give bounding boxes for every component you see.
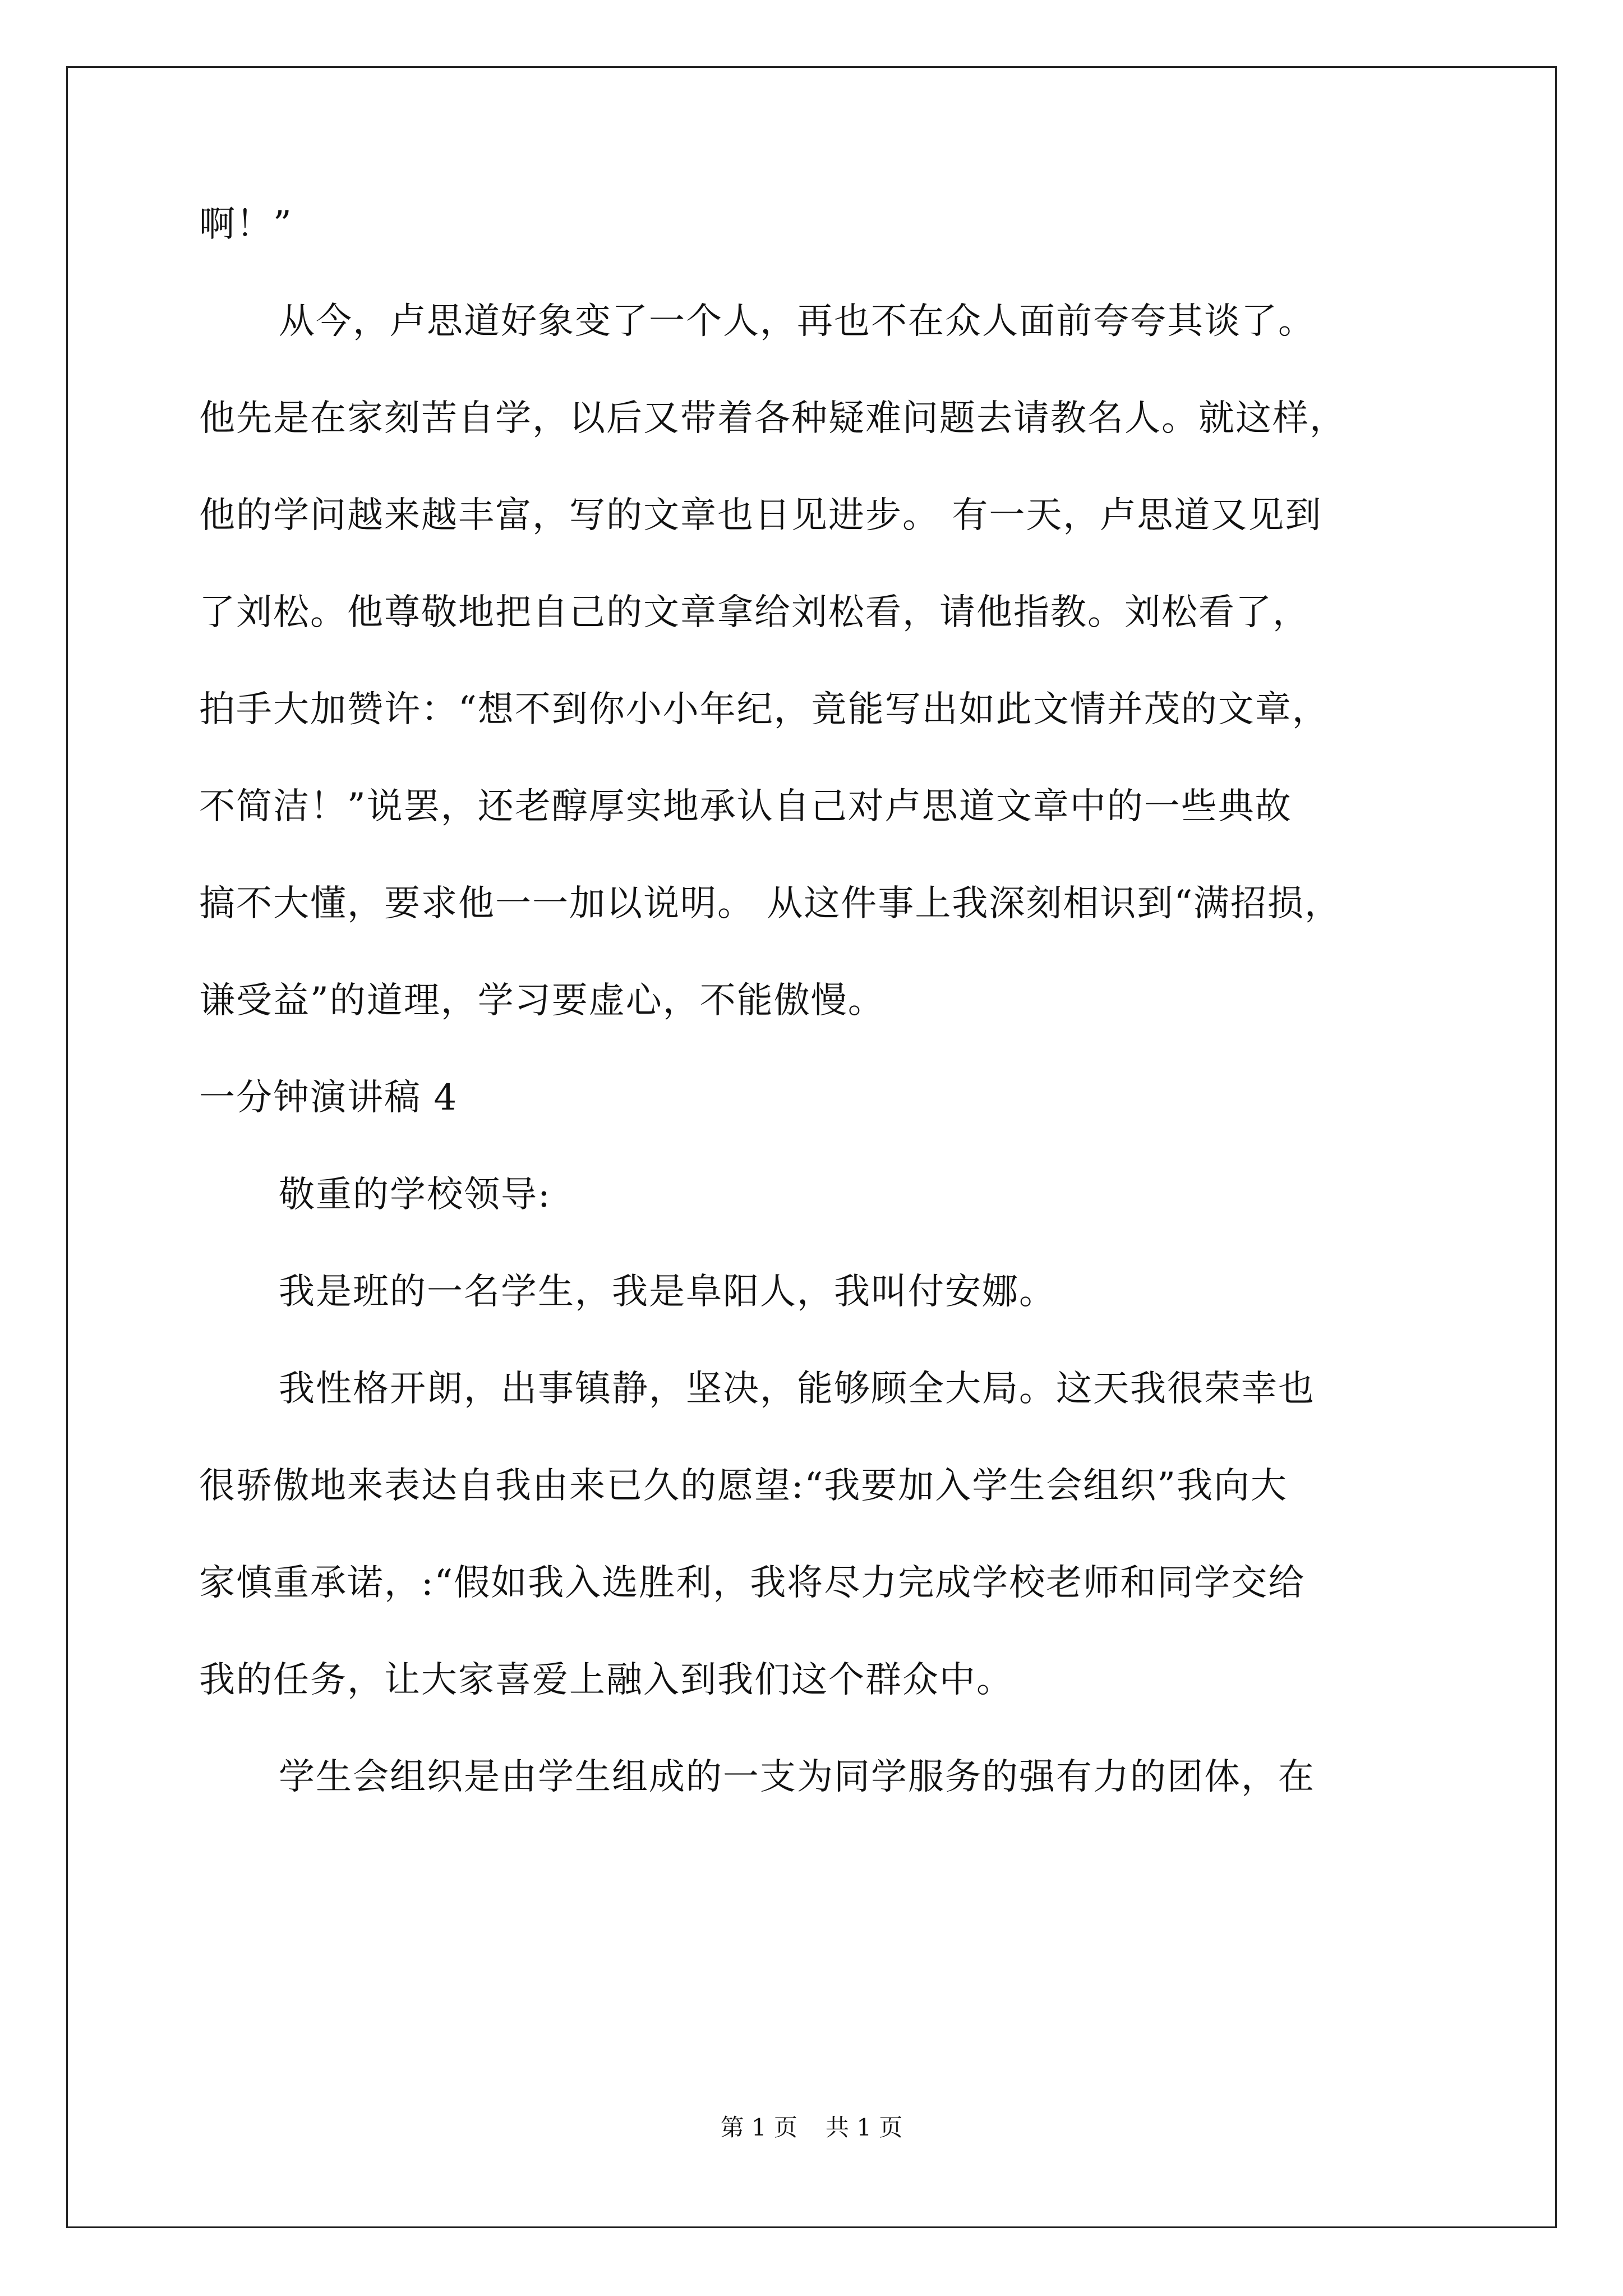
- page-footer: [0, 2114, 1623, 2142]
- paragraph-start: 学生会组织是由学生组成的一支为同学服务的强有力的团体，在: [279, 1756, 1315, 1798]
- text-line: 他先是在家刻苦自学，以后又带着各种疑难问题去请教名人。就这样，: [199, 398, 1347, 439]
- text-line: 不简洁！”说罢，还老醇厚实地承认自己对卢思道文章中的一些典故: [199, 786, 1292, 827]
- text-line: 啊！”: [199, 204, 293, 245]
- section-heading: 一分钟演讲稿 4: [199, 1077, 458, 1119]
- document-body: [199, 203, 1467, 1853]
- page-total: 共 1 页: [826, 2114, 903, 2141]
- paragraph-start: 我是班的一名学生，我是阜阳人，我叫付安娜。: [279, 1271, 1056, 1313]
- text-line: 拍手大加赞许：“想不到你小小年纪，竟能写出如此文情并茂的文章，: [199, 689, 1329, 730]
- salutation: 敬重的学校领导:: [279, 1174, 551, 1216]
- text-line: 他的学问越来越丰富，写的文章也日见进步。 有一天，卢思道又见到: [199, 495, 1322, 536]
- paragraph-start: 我性格开朗，出事镇静，坚决，能够顾全大局。这天我很荣幸也: [279, 1368, 1315, 1410]
- paragraph-start: 从今，卢思道好象变了一个人，再也不在众人面前夸夸其谈了。: [279, 301, 1315, 342]
- text-line: 了刘松。他尊敬地把自己的文章拿给刘松看，请他指教。刘松看了，: [199, 592, 1310, 633]
- text-line: 我的任务，让大家喜爱上融入到我们这个群众中。: [199, 1659, 1013, 1701]
- page-number: 第 1 页: [720, 2114, 797, 2141]
- text-line: 搞不大懂，要求他一一加以说明。 从这件事上我深刻相识到“满招损，: [199, 883, 1342, 924]
- text-line: 很骄傲地来表达自我由来已久的愿望:“我要加入学生会组织”我向大: [199, 1465, 1288, 1507]
- text-line: 谦受益”的道理，学习要虚心，不能傲慢。: [199, 980, 885, 1022]
- text-line: 家慎重承诺，:“假如我入选胜利，我将尽力完成学校老师和同学交给: [199, 1562, 1306, 1604]
